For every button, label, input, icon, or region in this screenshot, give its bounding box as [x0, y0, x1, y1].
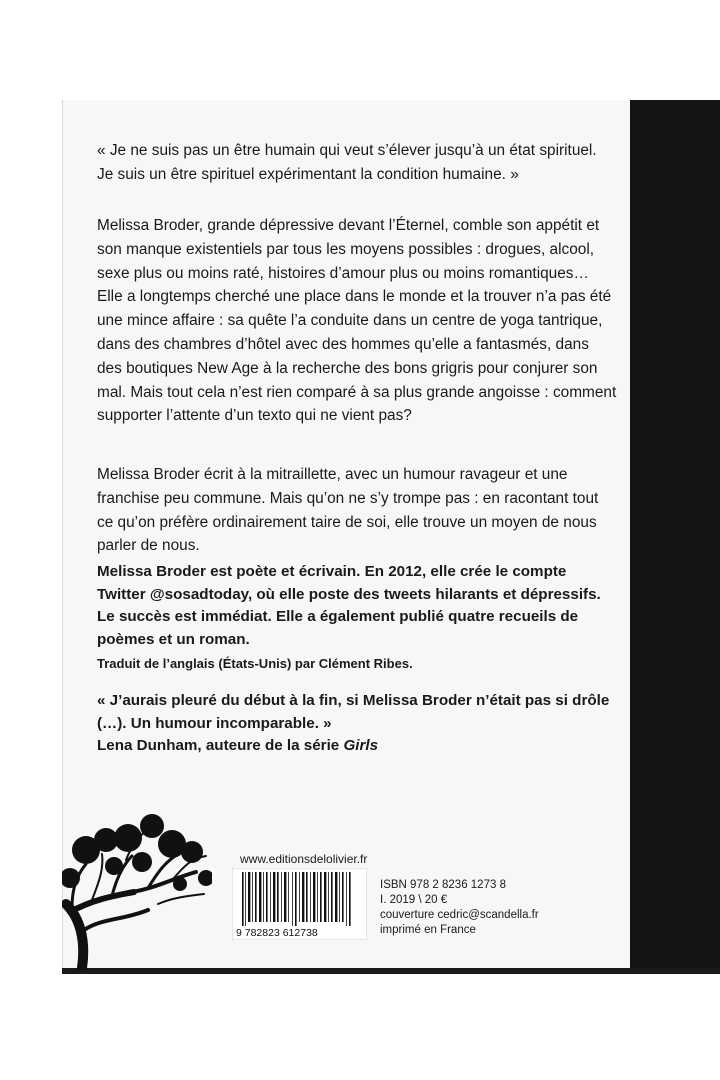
review-author — [97, 735, 617, 758]
barcode-number: 9 782823 612738 — [236, 927, 318, 939]
review-author-series: Girls — [343, 737, 379, 754]
epigraph: « Je ne suis pas un être humain qui veut s’élever jusqu’à un état spirituel. Je suis un être spirituel expérimentant la condition humaine. » — [97, 142, 597, 183]
review-quote: « J’aurais pleuré du début à la fin, si Melissa Broder n’était pas si drôle (…). Un humour incomparable. » — [97, 692, 610, 732]
printed-in: imprimé en France — [380, 924, 476, 936]
summary-paragraph-1: Melissa Broder, grande dépressive devant l’Éternel, comble son appétit et son manque existentiels par tous les moyens possibles : drogues, alcool, sexe plus ou moins raté, histoires d’amour plus ou moins romantiques… Elle a longtemps cherché une place dans le monde et la trouver n’a pas été une mince affaire : sa quête l’a conduite dans un centre de yoga tantrique, dans des chambres d’hôtel avec des hommes qu’elle a fantasmés, dans des boutiques New Age à la recherche des bons grigris pour conjurer son mal. Mais tout cela n’est rien comparé à sa plus grande angoisse : comment supporter l’attente d’un texto qui ne vient pas? — [97, 217, 617, 425]
author-bio: Melissa Broder est poète et écrivain. En 2012, elle crée le compte Twitter @sosadtoday, où elle poste des tweets hilarants et dépressifs. Le succès est immédiat. Elle a également publié quatre recueils de poèmes et un roman. — [97, 563, 601, 648]
review-author-prefix: Lena Dunham, auteure de la série — [97, 737, 344, 754]
translation-credit: Traduit de l’anglais (États-Unis) par Clément Ribes. — [97, 656, 413, 671]
isbn: ISBN 978 2 8236 1273 8 — [380, 879, 506, 891]
barcode-icon — [232, 868, 367, 940]
cover-credit: couverture cedric@scandella.fr — [380, 909, 539, 921]
tree-logo-icon — [62, 800, 212, 970]
price-line: I. 2019 \ 20 € — [380, 894, 448, 906]
review-block — [97, 690, 617, 758]
publisher-website[interactable]: www.editionsdelolivier.fr — [240, 852, 368, 866]
isbn-block — [380, 878, 539, 938]
summary-paragraph-2: Melissa Broder écrit à la mitraillette, avec un humour ravageur et une franchise peu commune. Mais qu’on ne s’y trompe pas : en racontant tout ce qu’on préfère ordinairement taire de soi, elle trouve un moyen de nous parler de nous. — [97, 466, 599, 555]
book-spine-edge — [630, 100, 720, 972]
